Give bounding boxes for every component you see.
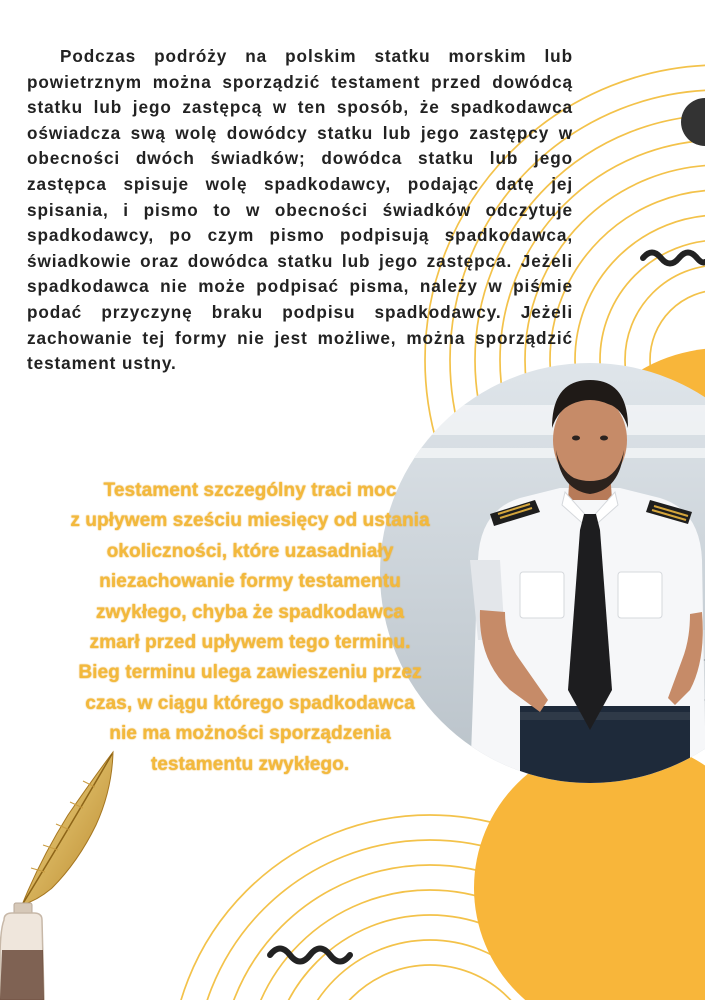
quote-line: zwykłego, chyba że spadkodawca (95, 601, 405, 623)
quote-line: Bieg terminu ulega zawieszeniu przez (78, 662, 422, 684)
quote-line: zmarł przed upływem tego terminu. (89, 632, 411, 654)
wave-squiggle-icon-bottom (270, 949, 350, 962)
quote-line: czas, w ciągu którego spadkodawca (85, 692, 415, 714)
quote-line: testamentu zwykłego. (150, 753, 350, 775)
quote-line: niezachowanie formy testamentu (99, 571, 401, 593)
quote-line: okoliczności, które uzasadniały (106, 540, 394, 562)
ink-bottle-icon (0, 903, 44, 1000)
quote-line: z upływem sześciu miesięcy od ustania (70, 510, 430, 532)
quote-block (24, 476, 476, 780)
main-paragraph: Podczas podróży na polskim statku morskim lub powietrznym można sporządzić testament przed dowódcą statku lub jego zastępcą w ten sposób, że spadkodawca oświadcza swą wolę dowódcy statku lub jego zastępcy w obecności dwóch świadków; dowódca statku lub jego zastępca spisuje wolę spadkodawcy, podając datę jej spisania, i pismo to w obecności świadków odczytuje spadkodawcy, po czym pismo podpisują spadkodawca, świadkowie oraz dowódca statku lub jego zastępca. Jeżeli spadkodawca nie może podpisać pisma, należy w piśmie podać przyczynę braku podpisu spadkodawcy. Jeżeli zachowanie tej formy nie jest możliwe, można sporządzić testament ustny. (27, 46, 573, 374)
quote-line: Testament szczególny traci moc (103, 480, 397, 501)
dark-half-circle (681, 98, 705, 146)
quote-line: nie ma możności sporządzenia (109, 723, 391, 745)
